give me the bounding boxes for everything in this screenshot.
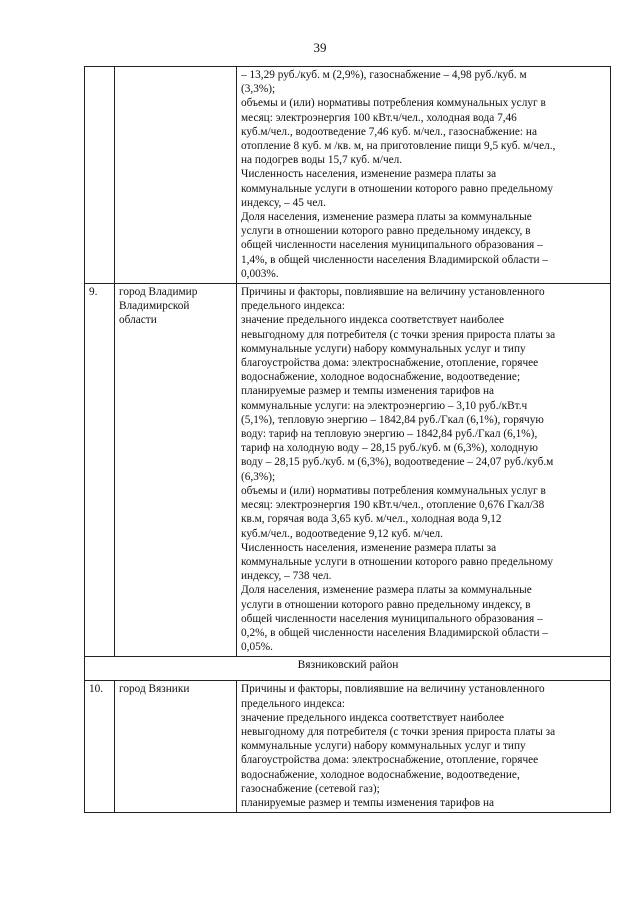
text-line: планируемые размер и темпы изменения тарифов на [241,385,495,398]
text-line: Владимирской [119,300,190,313]
text-line: Причины и факторы, повлиявшие на величину установленного [241,683,545,696]
table-row-9 [85,284,611,657]
row-number-cell [85,67,115,284]
text-line: 1,4%, в общей численности населения Владимирской области – [241,253,549,266]
text-line: (5,1%), тепловую энергию – 1842,84 руб./Гкал (6,1%), горячую [241,413,544,426]
text-line: благоустройства дома: электроснабжение, отопление, горячее [241,754,539,767]
text-line: коммунальные услуги в отношении которого равно предельному [241,182,554,195]
text-line: значение предельного индекса соответствует наиболее [241,314,505,327]
text-line: планируемые размер и темпы изменения тарифов на [241,796,495,809]
text-line: объемы и (или) нормативы потребления коммунальных услуг в [241,484,546,497]
text-line: месяц: электроэнергия 100 кВт.ч/чел., холодная вода 7,46 [241,111,517,124]
text-line: коммунальные услуги в отношении которого равно предельному [241,555,554,568]
text-line: Доля населения, изменение размера платы за коммунальные [241,211,532,224]
section-title: Вязниковский район [85,657,611,681]
row-number-cell: 10. [85,681,115,813]
text-line: водоснабжение, холодное водоснабжение, водоотведение, [241,768,520,781]
text-line: коммунальные услуги) набору коммунальных услуг и типу [241,342,526,355]
row-number-cell: 9. [85,284,115,657]
text-line: 0,05%. [241,641,274,654]
table-row-10 [85,681,611,813]
table-row-continued [85,67,611,284]
text-line: водоснабжение, холодное водоснабжение, водоотведение; [241,371,521,384]
tariff-table [84,66,611,813]
text-line: куб.м/чел., водоотведение 7,46 куб. м/чел., газоснабжение: на [241,125,537,138]
text-line: Численность населения, изменение размера платы за [241,541,497,554]
text-line: (3,3%); [241,83,276,96]
municipality-cell [115,67,237,284]
text-line: коммунальные услуги: на электроэнергию – 3,10 руб./кВт.ч [241,399,528,412]
text-line: Причины и факторы, повлиявшие на величину установленного [241,286,545,299]
municipality-cell [115,284,237,657]
text-line: предельного индекса: [241,697,345,710]
text-line: воду – 28,15 руб./куб. м (6,3%), водоотведение – 24,07 руб./куб.м [241,456,554,469]
description-cell [237,284,611,657]
text-line: общей численности населения муниципального образования – [241,612,543,625]
text-line: город Вязники [119,683,190,696]
text-line: куб.м/чел., водоотведение 9,12 куб. м/чел. [241,527,443,540]
text-line: услуги в отношении которого равно предельному индексу, в [241,598,531,611]
text-line: предельного индекса: [241,300,345,313]
section-row [85,657,611,681]
text-line: 0,2%, в общей численности населения Владимирской области – [241,626,549,639]
text-line: месяц: электроэнергия 190 кВт.ч/чел., отопление 0,676 Гкал/38 [241,499,545,512]
text-line: воду: тариф на тепловую энергию – 1842,84 руб./Гкал (6,1%), [241,428,538,441]
text-line: на подогрев воды 15,7 куб. м/чел. [241,154,403,167]
text-line: – 13,29 руб./куб. м (2,9%), газоснабжение – 4,98 руб./куб. м [241,69,527,81]
text-line: кв.м, горячая вода 3,65 куб. м/чел., холодная вода 9,12 [241,513,502,526]
text-line: коммунальные услуги) набору коммунальных услуг и типу [241,740,526,753]
text-line: благоустройства дома: электроснабжение, отопление, горячее [241,357,539,370]
text-line: индексу, – 45 чел. [241,196,326,209]
text-line: Доля населения, изменение размера платы за коммунальные [241,584,532,597]
text-line: газоснабжение (сетевой газ); [241,782,380,795]
text-line: области [119,314,157,327]
municipality-cell [115,681,237,813]
text-line: индексу, – 738 чел. [241,570,332,583]
text-line: общей численности населения муниципального образования – [241,239,543,252]
text-line: невыгодному для потребителя (с точки зрения прироста платы за [241,328,556,341]
text-line: тариф на холодную воду – 28,15 руб./куб. м (6,3%), холодную [241,442,538,455]
text-line: 0,003%. [241,267,279,280]
text-line: услуги в отношении которого равно предельному индексу, в [241,225,531,238]
text-line: город Владимир [119,286,198,299]
text-line: объемы и (или) нормативы потребления коммунальных услуг в [241,97,546,110]
text-line: отопление 8 куб. м /кв. м, на приготовление пищи 9,5 куб. м/чел., [241,140,556,153]
text-line: значение предельного индекса соответствует наиболее [241,711,505,724]
text-line: невыгодному для потребителя (с точки зрения прироста платы за [241,725,556,738]
description-cell [237,67,611,284]
page-number: 39 [313,40,327,55]
text-line: Численность населения, изменение размера платы за [241,168,497,181]
text-line: (6,3%); [241,470,276,483]
description-cell [237,681,611,813]
